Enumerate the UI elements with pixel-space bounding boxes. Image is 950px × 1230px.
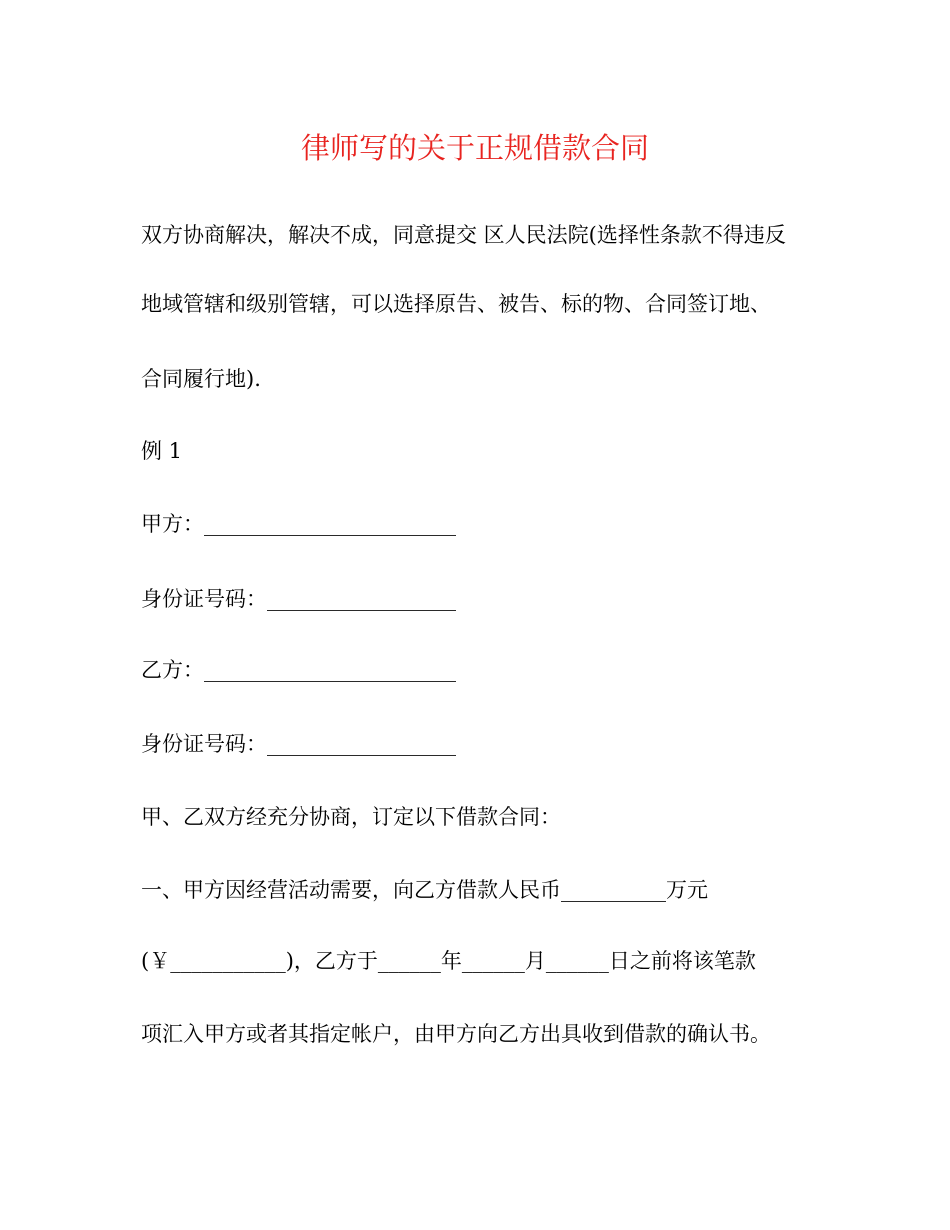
party-a-id-field: 身份证号码：__________________ (141, 587, 456, 611)
clause-1-line-2: (￥___________)，乙方于______年______月______日之前将该笔款 (141, 949, 756, 973)
paragraph-line-3: 合同履行地). (141, 367, 261, 391)
clause-1-line-1: 一、甲方因经营活动需要，向乙方借款人民币__________万元 (141, 878, 708, 902)
example-heading: 例 1 (141, 439, 183, 463)
party-b-id-field: 身份证号码：__________________ (141, 732, 456, 756)
agreement-intro: 甲、乙双方经充分协商，订定以下借款合同： (141, 805, 561, 829)
party-b-field: 乙方：________________________ (141, 658, 456, 682)
clause-1-line-3: 项汇入甲方或者其指定帐户，由甲方向乙方出具收到借款的确认书。 (141, 1022, 771, 1046)
document-title: 律师写的关于正规借款合同 (300, 131, 649, 165)
paragraph-line-1: 双方协商解决，解决不成，同意提交 区人民法院(选择性条款不得违反 (141, 223, 786, 247)
party-a-field: 甲方：________________________ (141, 512, 456, 536)
paragraph-line-2: 地域管辖和级别管辖，可以选择原告、被告、标的物、合同签订地、 (141, 292, 771, 316)
